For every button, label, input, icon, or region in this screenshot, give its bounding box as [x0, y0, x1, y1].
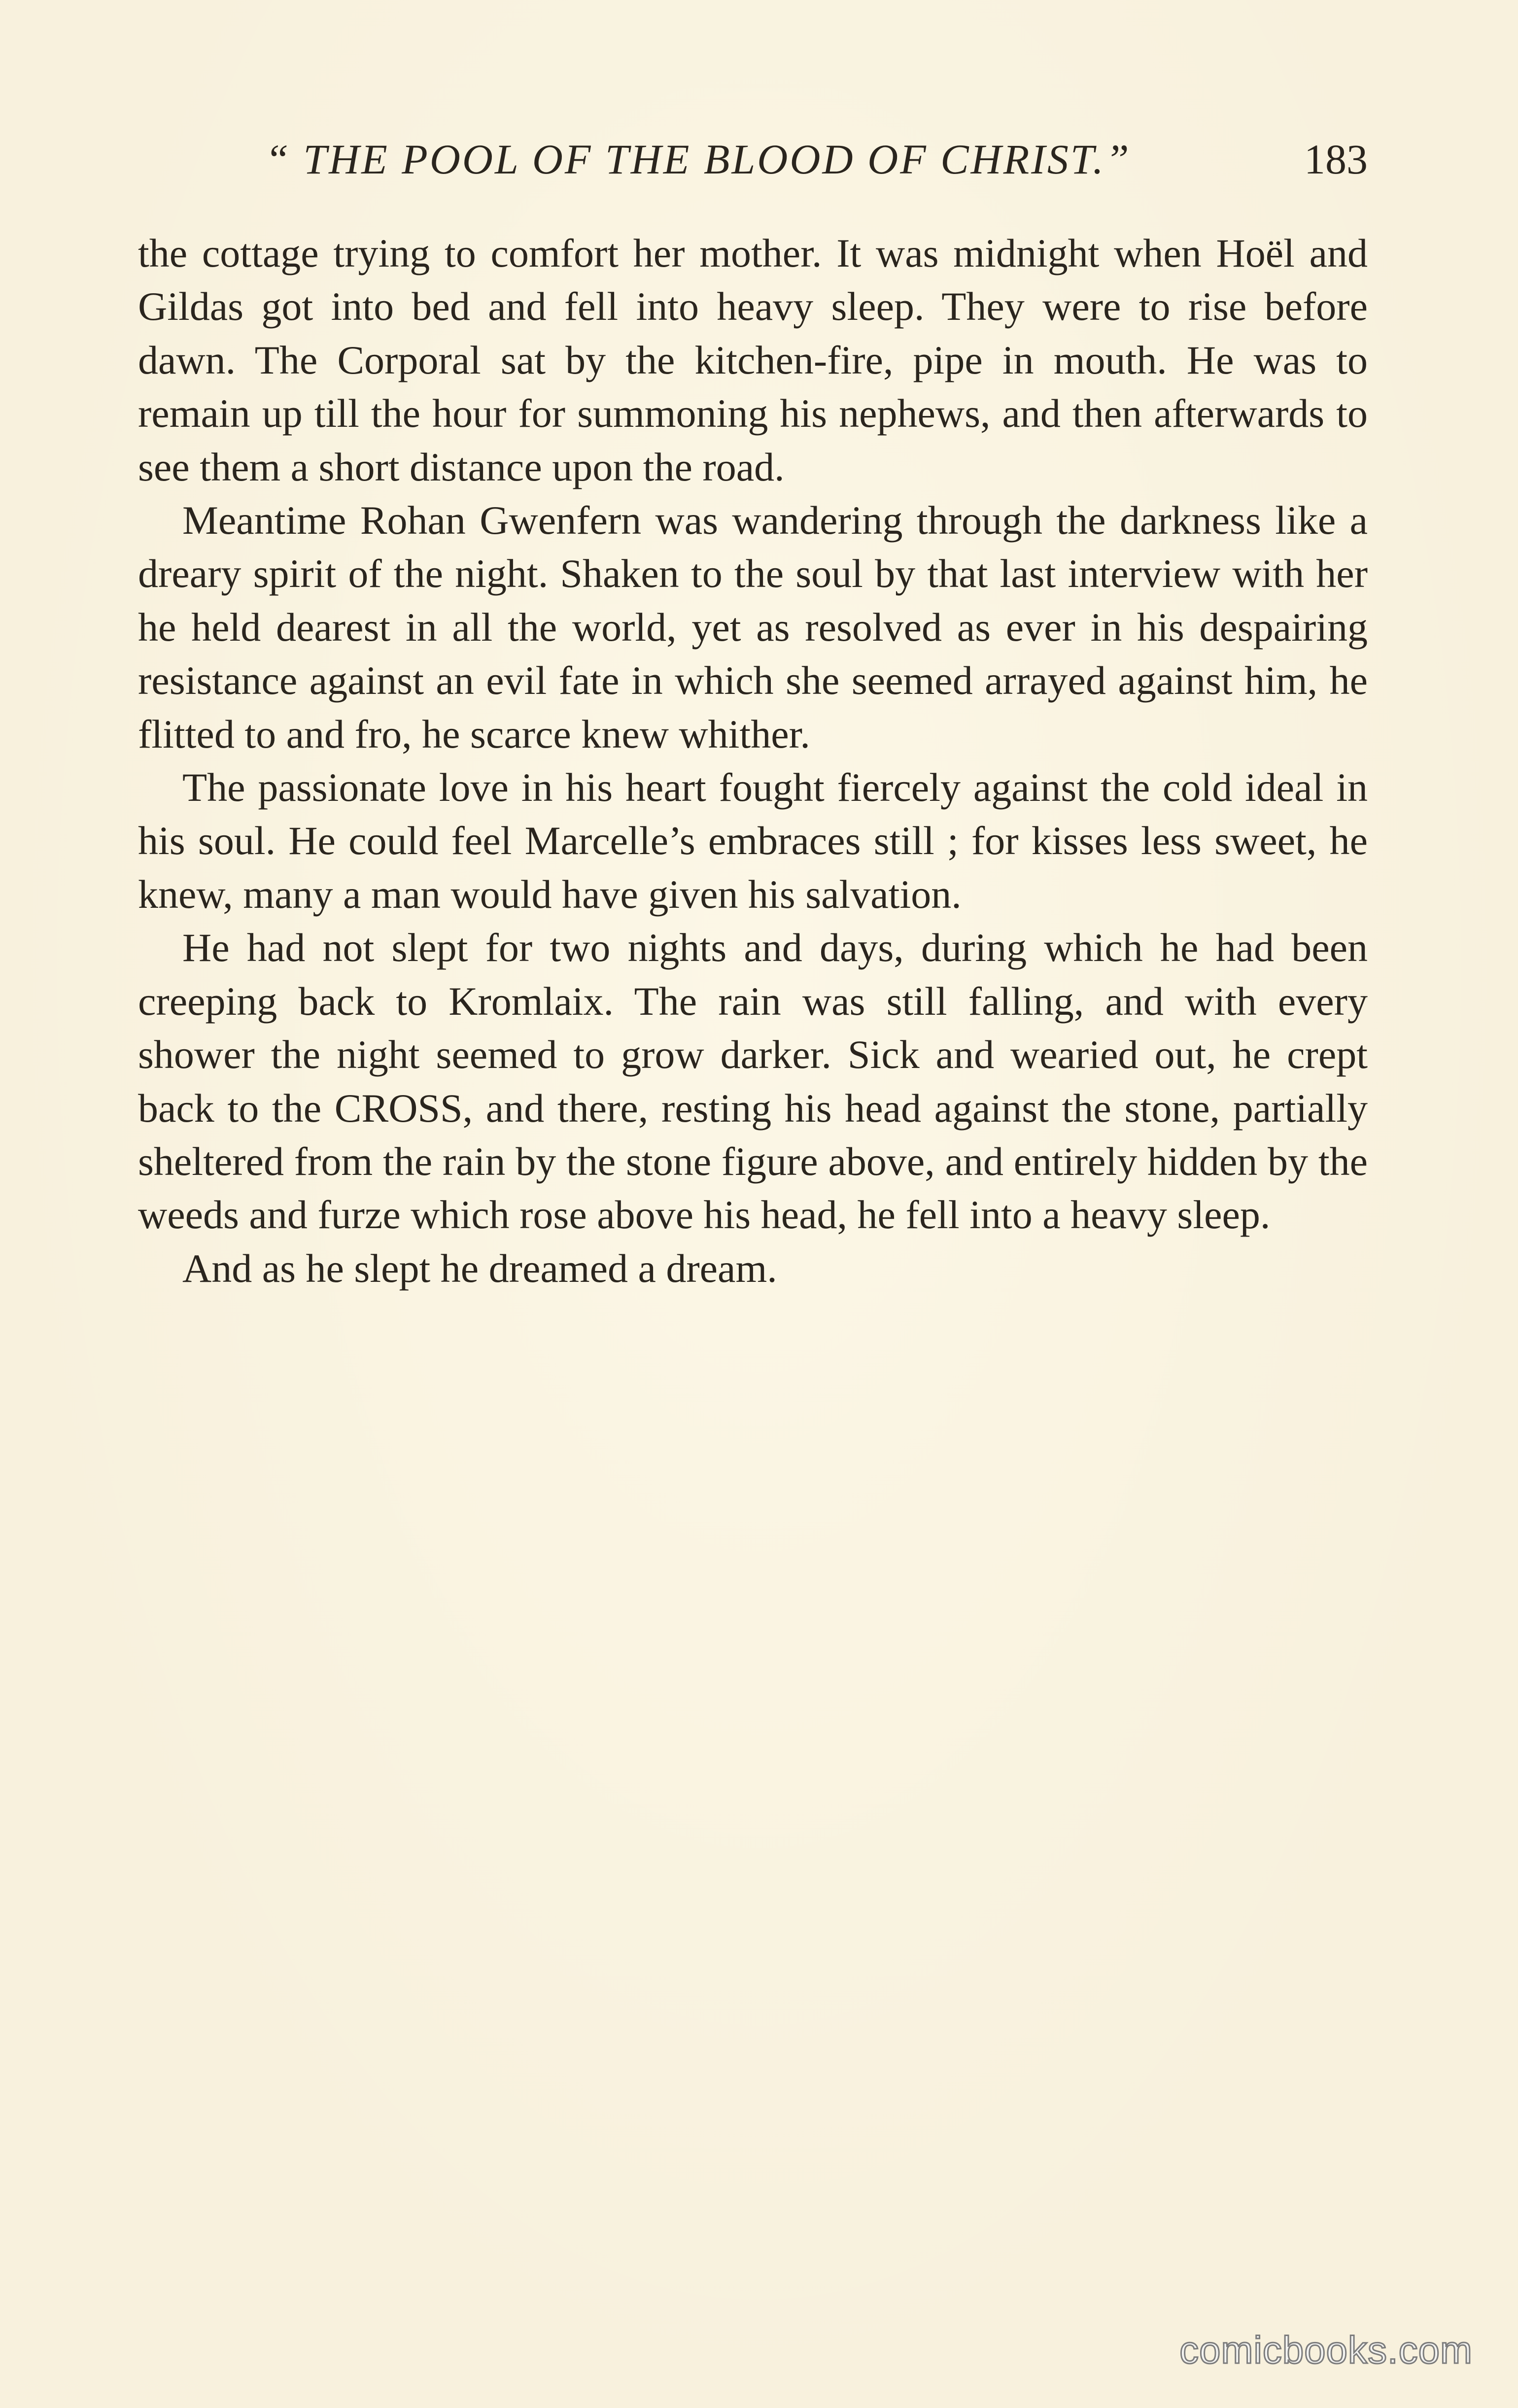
- page-number: 183: [1304, 136, 1368, 183]
- paragraph-4: He had not slept for two nights and days, during which he had been creeping back to Kromlaix. The rain was still falling, and with every shower the night seemed to grow darker. Sick and wearied out, he crept back to the CROSS, and there, resting his head against the stone, partially sheltered from the rain by the stone figure above, and entirely hidden by the weeds and furze which rose above his head, he fell into a heavy sleep.: [138, 925, 1368, 1238]
- paragraph-5: And as he slept he dreamed a dream.: [182, 1245, 777, 1291]
- watermark: comicbooks.com: [1179, 2328, 1473, 2372]
- running-head: [138, 132, 1368, 186]
- paragraph-2: Meantime Rohan Gwenfern was wandering through the darkness like a dreary spirit of the night. Shaken to the soul by that last interview with her he held dearest in all the world, yet as resolved as ever in his despairing resistance against an evil fate in which she seemed arrayed against him, he flitted to and fro, he scarce knew whither.: [138, 498, 1368, 757]
- chapter-running-title: “ THE POOL OF THE BLOOD OF CHRIST.”: [265, 136, 1131, 183]
- body-text: [138, 227, 1368, 1295]
- paragraph-1: the cottage trying to comfort her mother. It was midnight when Hoël and Gildas got into bed and fell into heavy sleep. They were to rise before dawn. The Corporal sat by the kitchen-fire, pipe in mouth. He was to remain up till the hour for summoning his nephews, and then afterwards to see them a short distance upon the road.: [138, 231, 1368, 489]
- paragraph-3: The passionate love in his heart fought fiercely against the cold ideal in his soul. He could feel Marcelle’s embraces still ; for kisses less sweet, he knew, many a man would have given his salvation.: [138, 765, 1368, 917]
